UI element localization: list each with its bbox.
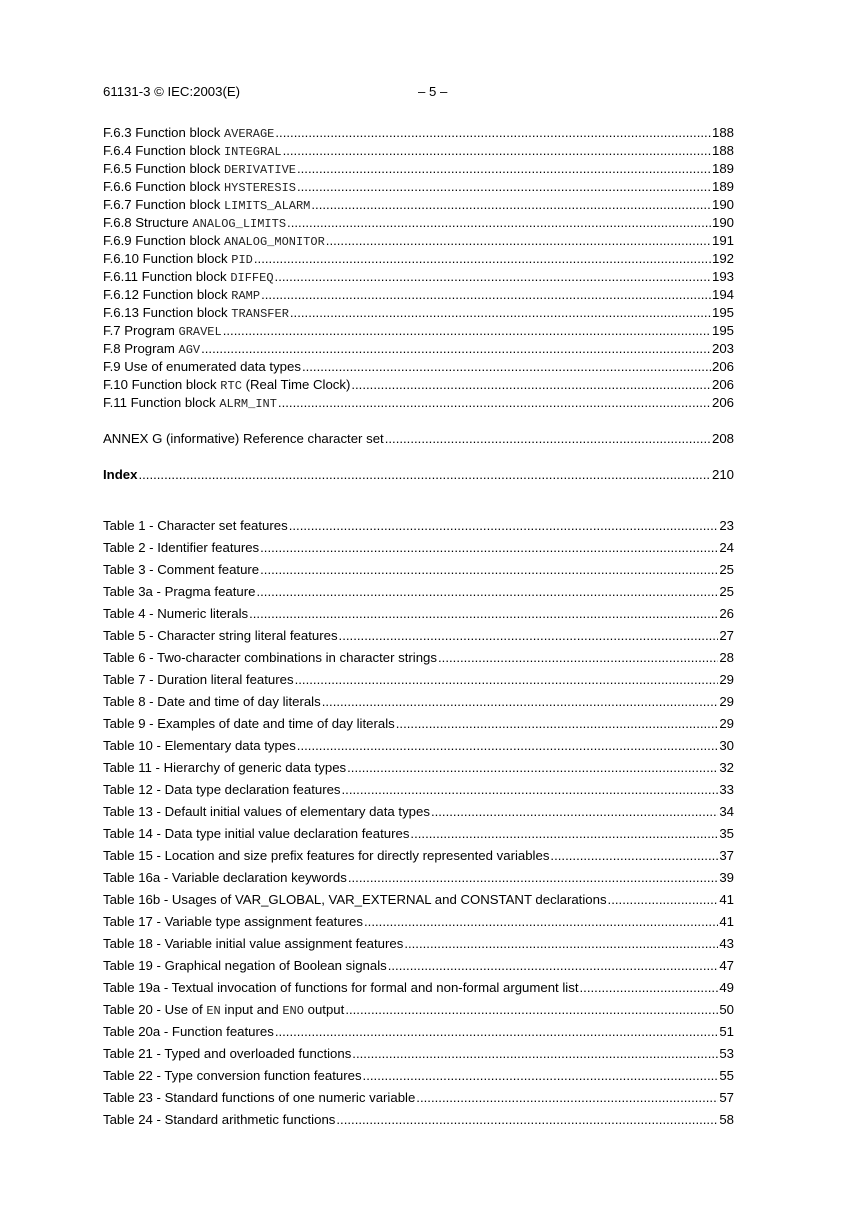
- toc-entry[interactable]: [103, 561, 734, 579]
- toc-entry[interactable]: [103, 1067, 734, 1085]
- toc-entry[interactable]: [103, 232, 734, 250]
- entry-text: Table 20a - Function features: [103, 1024, 274, 1039]
- code-identifier: TRANSFER: [231, 307, 289, 321]
- toc-entry-page: 39: [719, 870, 734, 885]
- toc-entry[interactable]: [103, 1023, 734, 1041]
- toc-entry-page: 23: [719, 518, 734, 533]
- entry-text: F.10 Function block: [103, 377, 221, 392]
- code-identifier: INTEGRAL: [223, 145, 282, 159]
- toc-entry-label: [103, 847, 549, 865]
- dot-leader: [254, 250, 711, 268]
- toc-entry-page: 51: [719, 1024, 734, 1039]
- toc-entry-page: 210: [711, 467, 734, 482]
- entry-text: Table 4 - Numeric literals: [103, 606, 249, 621]
- entry-text: Table 11 - Hierarchy of generic data types: [103, 760, 347, 775]
- entry-text: Table 3a - Pragma feature: [103, 584, 256, 599]
- toc-entry-label: [103, 869, 347, 887]
- toc-entry-label: [103, 250, 253, 269]
- toc-entry-page: 57: [719, 1090, 734, 1105]
- dot-leader: [396, 715, 719, 733]
- entry-text: F.6.11 Function block: [103, 269, 231, 284]
- toc-entry-label: [103, 649, 437, 667]
- entry-text: F.8 Program: [103, 341, 179, 356]
- toc-entry[interactable]: [103, 539, 734, 557]
- toc-entry-label: [103, 913, 363, 931]
- dot-leader: [351, 376, 711, 394]
- dot-leader: [223, 322, 711, 340]
- toc-entry-label: [103, 1089, 415, 1107]
- dot-leader: [364, 913, 718, 931]
- toc-entry[interactable]: [103, 693, 734, 711]
- dot-leader: [363, 1067, 719, 1085]
- toc-entry-label: [103, 693, 321, 711]
- code-identifier: AGV: [178, 343, 201, 357]
- entry-text: Table 22 - Type conversion function features: [103, 1068, 362, 1083]
- toc-entry-label: [103, 583, 255, 601]
- toc-entry[interactable]: [103, 1089, 734, 1107]
- toc-entry-page: 194: [711, 287, 734, 302]
- toc-entry-label: [103, 671, 294, 689]
- entry-text: Table 9 - Examples of date and time of day literals: [103, 716, 395, 731]
- dot-leader: [580, 979, 719, 997]
- dot-leader: [404, 935, 718, 953]
- entry-text: F.6.13 Function block: [103, 305, 232, 320]
- toc-entry-page: 43: [719, 936, 734, 951]
- toc-entry-page: 55: [719, 1068, 734, 1083]
- dot-leader: [339, 627, 719, 645]
- toc-entry-label: [103, 196, 310, 215]
- entry-text: Table 17 - Variable type assignment features: [103, 914, 363, 929]
- toc-entry-page: 206: [711, 359, 734, 374]
- entry-text: Table 13 - Default initial values of elementary data types: [103, 804, 430, 819]
- toc-entry-page: 208: [711, 431, 734, 446]
- code-identifier: LIMITS_ALARM: [223, 199, 311, 213]
- page-number: – 5 –: [418, 84, 448, 99]
- toc-entry-page: 37: [719, 848, 734, 863]
- code-identifier: EN: [206, 1004, 221, 1018]
- toc-entry-page: 192: [711, 251, 734, 266]
- dot-leader: [297, 160, 711, 178]
- toc-entry-label: [103, 142, 282, 161]
- toc-entry[interactable]: [103, 671, 734, 689]
- toc-entry-label: [103, 759, 346, 777]
- dot-leader: [289, 517, 719, 535]
- toc-entry[interactable]: [103, 214, 734, 232]
- toc-entry-label: Index: [103, 467, 138, 482]
- entry-text: Table 5 - Character string literal features: [103, 628, 338, 643]
- toc-entry-page: 30: [719, 738, 734, 753]
- dot-leader: [290, 304, 711, 322]
- dot-leader: [287, 214, 711, 232]
- dot-leader: [550, 847, 718, 865]
- toc-entry[interactable]: [103, 340, 734, 358]
- entry-text: Table 19 - Graphical negation of Boolean signals: [103, 958, 387, 973]
- toc-entry[interactable]: [103, 124, 734, 142]
- toc-entry[interactable]: [103, 759, 734, 777]
- toc-entry-label: [103, 376, 350, 395]
- page-header: [103, 84, 734, 102]
- entry-text: Table 16b - Usages of VAR_GLOBAL, VAR_EXTERNAL and CONSTANT declarations: [103, 892, 607, 907]
- toc-entry-page: 47: [719, 958, 734, 973]
- toc-entry[interactable]: [103, 376, 734, 394]
- dot-leader: [295, 671, 719, 689]
- toc-entry-label: [103, 304, 289, 323]
- toc-entry-label: [103, 1045, 351, 1063]
- code-identifier: RTC: [220, 379, 242, 393]
- toc-entry-page: 28: [719, 650, 734, 665]
- toc-entry-page: 29: [719, 716, 734, 731]
- code-identifier: RAMP: [231, 289, 261, 303]
- dot-leader: [388, 957, 719, 975]
- code-identifier: ALRM_INT: [219, 397, 277, 411]
- entry-text: Table 20 - Use of: [103, 1002, 207, 1017]
- dot-leader: [348, 869, 718, 887]
- entry-text: F.11 Function block: [103, 395, 220, 410]
- entry-text: input and: [220, 1002, 283, 1017]
- entry-text: F.6.7 Function block: [103, 197, 224, 212]
- dot-leader: [438, 649, 718, 667]
- toc-entry-page: 41: [719, 914, 734, 929]
- entry-text: F.6.8 Structure: [103, 215, 193, 230]
- toc-entry-label: [103, 1067, 362, 1085]
- toc-entry-label: [103, 715, 395, 733]
- toc-entry-page: 206: [711, 377, 734, 392]
- entry-text: Table 21 - Typed and overloaded functions: [103, 1046, 352, 1061]
- entry-text: Table 1 - Character set features: [103, 518, 288, 533]
- entry-text: F.6.10 Function block: [103, 251, 232, 266]
- toc-entry[interactable]: [103, 286, 734, 304]
- toc-entry-label: [103, 979, 579, 997]
- dot-leader: [278, 394, 711, 412]
- dot-leader: [385, 430, 711, 448]
- toc-entry-page: 24: [719, 540, 734, 555]
- toc-entry-page: 188: [711, 143, 734, 158]
- toc-entry-label: [103, 124, 274, 143]
- toc-entry-label: ANNEX G (informative) Reference character set: [103, 431, 384, 446]
- code-identifier: ENO: [282, 1004, 304, 1018]
- dot-leader: [201, 340, 711, 358]
- toc-entry-label: [103, 214, 286, 233]
- toc-entry[interactable]: [103, 649, 734, 667]
- toc-entry[interactable]: [103, 196, 734, 214]
- entry-text: Table 6 - Two-character combinations in character strings: [103, 650, 437, 665]
- toc-entry-label: [103, 605, 248, 623]
- toc-entry-label: [103, 322, 222, 341]
- toc-entry-label: [103, 1111, 335, 1129]
- toc-entry[interactable]: [103, 1111, 734, 1129]
- toc-entry-page: 206: [711, 395, 734, 410]
- code-identifier: DIFFEQ: [230, 271, 274, 285]
- toc-entry[interactable]: [103, 178, 734, 196]
- toc-entry[interactable]: [103, 627, 734, 645]
- entry-text: Table 3 - Comment feature: [103, 562, 260, 577]
- toc-entry[interactable]: [103, 142, 734, 160]
- dot-leader: [256, 583, 718, 601]
- entry-text: Table 14 - Data type initial value declaration features: [103, 826, 410, 841]
- entry-text: output: [303, 1002, 345, 1017]
- toc-entry[interactable]: [103, 715, 734, 733]
- dot-leader: [608, 891, 719, 909]
- toc-entry[interactable]: [103, 957, 734, 975]
- toc-entry[interactable]: [103, 583, 734, 601]
- toc-entry[interactable]: [103, 737, 734, 755]
- dot-leader: [275, 268, 711, 286]
- toc-entry[interactable]: [103, 847, 734, 865]
- code-identifier: PID: [231, 253, 253, 267]
- toc-entry-page: 25: [719, 584, 734, 599]
- toc-entry[interactable]: [103, 781, 734, 799]
- entry-text: Table 18 - Variable initial value assignment features: [103, 936, 404, 951]
- entry-text: F.6.9 Function block: [103, 233, 224, 248]
- toc-entry-page: 34: [719, 804, 734, 819]
- toc-entry-page: 190: [711, 197, 734, 212]
- toc-entry-page: 53: [719, 1046, 734, 1061]
- entry-text: Table 2 - Identifier features: [103, 540, 260, 555]
- dot-leader: [275, 124, 711, 142]
- dot-leader: [431, 803, 718, 821]
- toc-entry-page: 29: [719, 672, 734, 687]
- toc-entry[interactable]: [103, 394, 734, 412]
- entry-text: Table 24 - Standard arithmetic functions: [103, 1112, 336, 1127]
- toc-entry-page: 25: [719, 562, 734, 577]
- toc-entry-label: [103, 539, 259, 557]
- toc-entry[interactable]: [103, 358, 734, 376]
- toc-entry-label: [103, 160, 296, 179]
- toc-entry-page: 188: [711, 125, 734, 140]
- toc-entry-page: 191: [711, 233, 734, 248]
- toc-entry-label: [103, 286, 260, 305]
- toc-entry-label: [103, 935, 403, 953]
- code-identifier: ANALOG_MONITOR: [223, 235, 325, 249]
- toc-entry-page: 195: [711, 305, 734, 320]
- dot-leader: [345, 1001, 718, 1019]
- toc-entry-label: [103, 891, 607, 909]
- toc-entry-index[interactable]: [103, 466, 734, 484]
- toc-entry[interactable]: [103, 517, 734, 535]
- toc-entry-label: [103, 957, 387, 975]
- entry-text: F.9 Use of enumerated data types: [103, 359, 301, 374]
- toc-entry-label: [103, 340, 200, 359]
- code-identifier: GRAVEL: [178, 325, 222, 339]
- code-identifier: DERIVATIVE: [223, 163, 296, 177]
- entry-text: Table 19a - Textual invocation of functions for formal and non-formal argument list: [103, 980, 579, 995]
- entry-text: (Real Time Clock): [241, 377, 351, 392]
- toc-entry-page: 50: [719, 1002, 734, 1017]
- toc-entry-label: [103, 803, 430, 821]
- toc-entry-label: [103, 178, 296, 197]
- toc-entry-label: [103, 517, 288, 535]
- dot-leader: [275, 1023, 719, 1041]
- dot-leader: [311, 196, 711, 214]
- toc-entry-annex-g[interactable]: [103, 430, 734, 448]
- toc-entry-label: [103, 394, 277, 413]
- dot-leader: [260, 561, 718, 579]
- dot-leader: [347, 759, 718, 777]
- entry-text: F.6.5 Function block: [103, 161, 224, 176]
- entry-text: F.6.6 Function block: [103, 179, 224, 194]
- code-identifier: AVERAGE: [223, 127, 275, 141]
- toc-entry-page: 189: [711, 179, 734, 194]
- dot-leader: [416, 1089, 718, 1107]
- toc-entry[interactable]: [103, 1045, 734, 1063]
- entry-text: F.7 Program: [103, 323, 179, 338]
- toc-entry-label: [103, 825, 409, 843]
- dot-leader: [302, 358, 711, 376]
- toc-entry-page: 41: [719, 892, 734, 907]
- toc-entry-page: 29: [719, 694, 734, 709]
- dot-leader: [352, 1045, 718, 1063]
- toc-entry[interactable]: [103, 1001, 734, 1019]
- toc-entry[interactable]: [103, 825, 734, 843]
- dot-leader: [297, 178, 711, 196]
- toc-entry[interactable]: [103, 304, 734, 322]
- document-id: 61131-3 © IEC:2003(E): [103, 84, 241, 99]
- toc-entry-label: [103, 737, 296, 755]
- toc-entry-page: 189: [711, 161, 734, 176]
- dot-leader: [261, 286, 711, 304]
- toc-entry[interactable]: [103, 605, 734, 623]
- toc-entry-label: [103, 781, 341, 799]
- toc-entry-label: [103, 268, 274, 287]
- toc-entry-page: 190: [711, 215, 734, 230]
- dot-leader: [283, 142, 711, 160]
- dot-leader: [336, 1111, 718, 1129]
- entry-text: Table 23 - Standard functions of one numeric variable: [103, 1090, 416, 1105]
- entry-text: Table 7 - Duration literal features: [103, 672, 294, 687]
- toc-entry-label: [103, 358, 301, 376]
- entry-text: Table 15 - Location and size prefix features for directly represented variables: [103, 848, 550, 863]
- toc-entry-page: 195: [711, 323, 734, 338]
- dot-leader: [322, 693, 719, 711]
- toc-entry[interactable]: [103, 979, 734, 997]
- entry-text: F.6.3 Function block: [103, 125, 224, 140]
- entry-text: Table 12 - Data type declaration features: [103, 782, 341, 797]
- toc-entry-page: 193: [711, 269, 734, 284]
- toc-entry-label: [103, 561, 259, 579]
- code-identifier: ANALOG_LIMITS: [192, 217, 287, 231]
- dot-leader: [249, 605, 718, 623]
- dot-leader: [138, 466, 711, 484]
- toc-entry-page: 49: [719, 980, 734, 995]
- toc-entry-label: [103, 627, 338, 645]
- toc-entry[interactable]: [103, 160, 734, 178]
- toc-entry-page: 33: [719, 782, 734, 797]
- dot-leader: [342, 781, 719, 799]
- toc-entry-page: 26: [719, 606, 734, 621]
- dot-leader: [260, 539, 718, 557]
- toc-entry[interactable]: [103, 935, 734, 953]
- toc-entry[interactable]: [103, 891, 734, 909]
- toc-entry-label: [103, 1023, 274, 1041]
- entry-text: Table 8 - Date and time of day literals: [103, 694, 321, 709]
- entry-text: F.6.4 Function block: [103, 143, 224, 158]
- toc-entry[interactable]: [103, 869, 734, 887]
- dot-leader: [297, 737, 719, 755]
- toc-entry[interactable]: [103, 268, 734, 286]
- toc-entry-label: [103, 1001, 344, 1020]
- toc-entry[interactable]: [103, 803, 734, 821]
- entry-text: Table 16a - Variable declaration keywords: [103, 870, 347, 885]
- entry-text: F.6.12 Function block: [103, 287, 232, 302]
- toc-entry-label: [103, 232, 325, 251]
- dot-leader: [410, 825, 718, 843]
- toc-entry-page: 203: [711, 341, 734, 356]
- toc-entry[interactable]: [103, 322, 734, 340]
- toc-entry-page: 27: [719, 628, 734, 643]
- dot-leader: [326, 232, 711, 250]
- toc-entry[interactable]: [103, 250, 734, 268]
- entry-text: Table 10 - Elementary data types: [103, 738, 296, 753]
- toc-entry-page: 58: [719, 1112, 734, 1127]
- code-identifier: HYSTERESIS: [223, 181, 296, 195]
- toc-entry-page: 35: [719, 826, 734, 841]
- toc-entry[interactable]: [103, 913, 734, 931]
- toc-entry-page: 32: [719, 760, 734, 775]
